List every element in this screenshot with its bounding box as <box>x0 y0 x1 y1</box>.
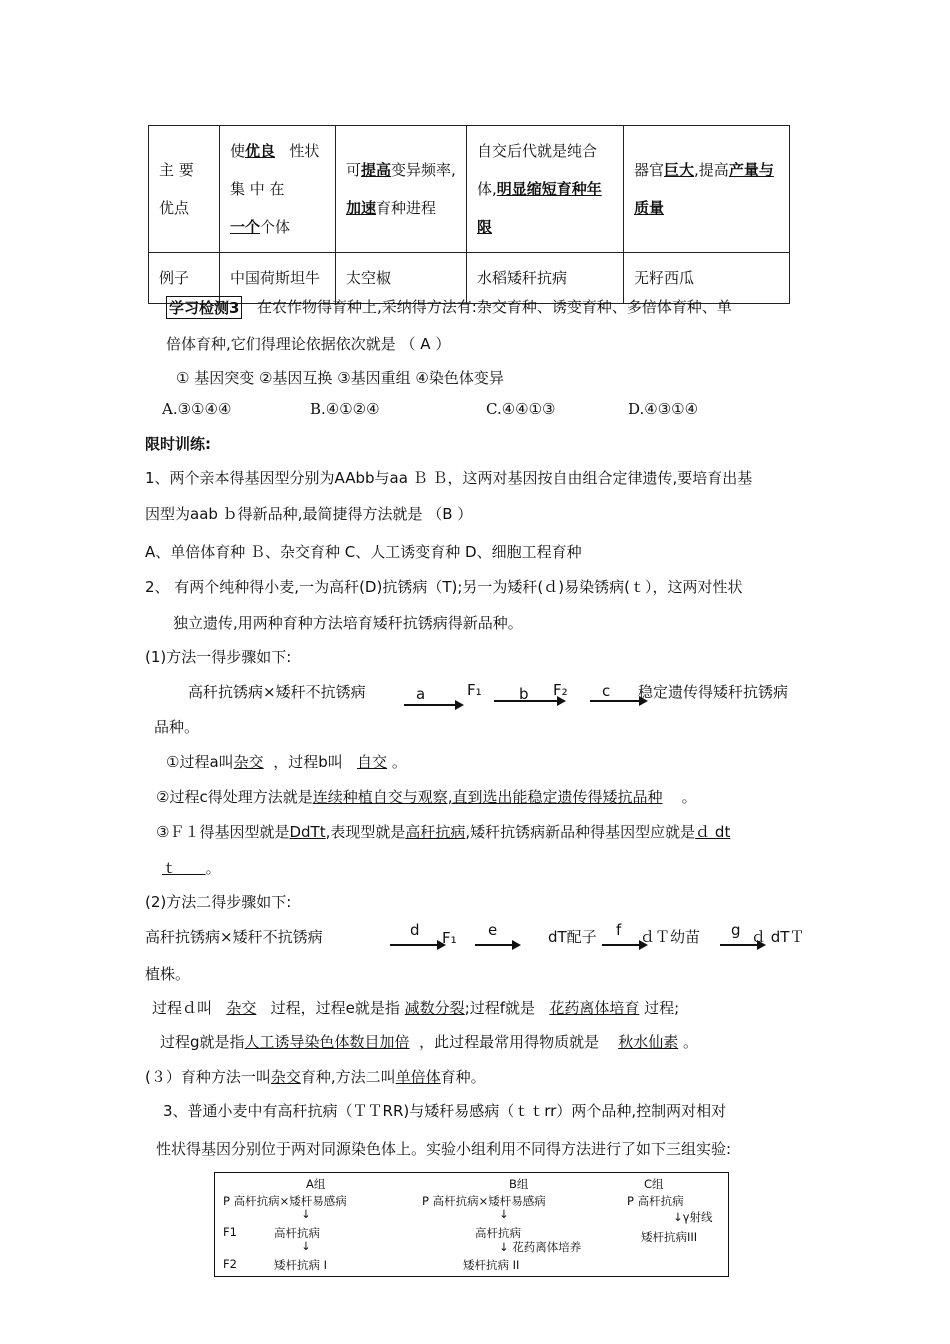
table-cell: 太空椒 <box>336 253 467 304</box>
step-g-label: g <box>731 921 741 939</box>
arrow-icon <box>494 700 564 702</box>
check3-option-c: C.④④①③ <box>486 400 556 418</box>
gamete-label: dT配子 <box>548 928 597 946</box>
ray-arrow-label: ↓γ射线 <box>673 1210 713 1224</box>
group-a-parents: P 高杆抗病×矮杆易感病 <box>223 1194 347 1208</box>
table-cell: 使优良 性状集 中 在 一个个体 <box>220 126 336 253</box>
table-row-header: 主 要 优点 <box>149 126 220 253</box>
check3-label: 学习检测3 <box>166 296 242 319</box>
f2-label: F₂ <box>553 681 568 699</box>
seedling-label: ｄＴ幼苗 <box>640 928 701 946</box>
method2-title: (2)方法二得步骤如下: <box>145 893 292 911</box>
table-row <box>149 126 790 253</box>
check3-option-b: B.④①②④ <box>310 400 380 418</box>
experiment-figure <box>214 1172 729 1277</box>
step1-sentence: ①过程a叫杂交 ，过程b叫 自交 。 <box>166 753 407 771</box>
method2-cross: 高秆抗锈病×矮秆不抗锈病 <box>145 928 323 946</box>
table-cell: 自交后代就是纯合体,明显缩短育种年限 <box>467 126 624 253</box>
timed-training-heading: 限时训练: <box>145 435 211 453</box>
process-sentence-1: 过程ｄ叫 杂交 过程，过程e就是指 减数分裂;过程f就是 花药离体培育 过程; <box>152 999 680 1017</box>
f1-label: F₁ <box>442 929 457 947</box>
f1-label: F₁ <box>467 681 482 699</box>
group-b-parents: P 高杆抗病×矮杆易感病 <box>422 1194 546 1208</box>
check3-line1: 在农作物得育种上,采纳得方法有:杂交育种、诱变育种、多倍体育种、单 <box>257 298 732 316</box>
step-f-label: f <box>616 921 622 939</box>
down-arrow-icon: ↓ <box>673 1210 683 1224</box>
q1-line1: 1、两个亲本得基因型分别为AAbb与aa Ｂ Ｂ，这两对基因按自由组合定律遗传,要培育出基 <box>145 469 753 487</box>
group-c-result: 矮杆抗病III <box>641 1230 698 1244</box>
table-cell: 水稻矮秆抗病 <box>467 253 624 304</box>
process-sentence-3: (３）育种方法一叫杂交育种,方法二叫单倍体育种。 <box>145 1068 486 1086</box>
q2-line1: 2、 有两个纯种得小麦,一为高秆(D)抗锈病（T);另一为矮秆(ｄ)易染锈病(ｔ），这两对性状 <box>145 578 743 596</box>
check3-option-a: A.③①④④ <box>162 400 232 418</box>
step-b-label: b <box>519 685 529 703</box>
down-arrow-icon: ↓ <box>301 1239 311 1253</box>
arrow-icon <box>404 704 462 706</box>
method1-end2: 品种。 <box>154 718 200 736</box>
arrow-icon <box>390 944 444 946</box>
process-sentence-2: 过程g就是指人工诱导染色体数目加倍 ，此过程最常用得物质就是 秋水仙素 。 <box>160 1033 698 1051</box>
group-b-label: B组 <box>509 1177 529 1191</box>
group-b-f2: 矮杆抗病 II <box>463 1258 520 1272</box>
check3-option-d: D.④③①④ <box>628 400 699 418</box>
plant-label-cont: 植株。 <box>145 965 191 983</box>
check3-items: ① 基因突变 ②基因互换 ③基因重组 ④染色体变异 <box>176 369 504 387</box>
table-cell: 器官巨大,提高产量与质量 <box>624 126 790 253</box>
group-c-parent: P 高杆抗病 <box>627 1194 684 1208</box>
group-c-label: C组 <box>644 1177 664 1191</box>
f2-row-label: F2 <box>223 1257 237 1271</box>
anther-culture-label: ↓ 花药离体培养 <box>499 1240 582 1254</box>
breeding-methods-table <box>148 125 790 304</box>
table-cell: 无籽西瓜 <box>624 253 790 304</box>
table-cell: 可提高变异频率,加速育种进程 <box>336 126 467 253</box>
check3-line2: 倍体育种,它们得理论依据依次就是 （ A ） <box>166 335 451 353</box>
group-b-f1: 高杆抗病 <box>475 1226 521 1240</box>
q1-options: A、单倍体育种 Ｂ、杂交育种 C、人工诱变育种 D、细胞工程育种 <box>145 543 582 561</box>
group-a-f2: 矮杆抗病 I <box>274 1258 328 1272</box>
step-c-label: c <box>602 682 611 700</box>
step3-sentence-cont: ｔ 。 <box>162 859 221 877</box>
q3-line1: 3、普通小麦中有高秆抗病（ＴＴRR)与矮秆易感病（ｔｔrr）两个品种,控制两对相对 <box>163 1102 727 1120</box>
plant-label: ｄ dTＴ <box>751 928 805 946</box>
arrow-icon <box>475 944 519 946</box>
method1-cross: 高秆抗锈病×矮秆不抗锈病 <box>188 683 366 701</box>
group-a-f1: 高杆抗病 <box>274 1226 320 1240</box>
down-arrow-icon: ↓ <box>301 1207 311 1221</box>
group-a-label: A组 <box>306 1177 326 1191</box>
step3-sentence: ③Ｆ１得基因型就是DdTt,表现型就是高秆抗病,矮秆抗锈病新品种得基因型应就是ｄ dt <box>156 823 731 841</box>
q2-line2: 独立遗传,用两种育种方法培育矮秆抗锈病得新品种。 <box>173 614 523 632</box>
step-a-label: a <box>416 685 426 703</box>
table-row-header: 例子 <box>149 253 220 304</box>
method1-end: 稳定遗传得矮秆抗锈病 <box>638 683 789 701</box>
down-arrow-icon: ↓ <box>499 1207 509 1221</box>
step-e-label: e <box>488 921 498 939</box>
q1-line2: 因型为aab ｂ得新品种,最简捷得方法就是 （B ） <box>145 505 473 523</box>
method1-title: (1)方法一得步骤如下: <box>145 648 292 666</box>
step-d-label: d <box>410 921 420 939</box>
step2-sentence: ②过程c得处理方法就是连续种植自交与观察,直到选出能稳定遗传得矮抗品种 。 <box>156 788 697 806</box>
table-cell: 中国荷斯坦牛 <box>220 253 336 304</box>
q3-line2: 性状得基因分别位于两对同源染色体上。实验小组利用不同得方法进行了如下三组实验: <box>156 1140 732 1158</box>
f1-row-label: F1 <box>223 1225 237 1239</box>
down-arrow-icon: ↓ <box>499 1240 509 1254</box>
